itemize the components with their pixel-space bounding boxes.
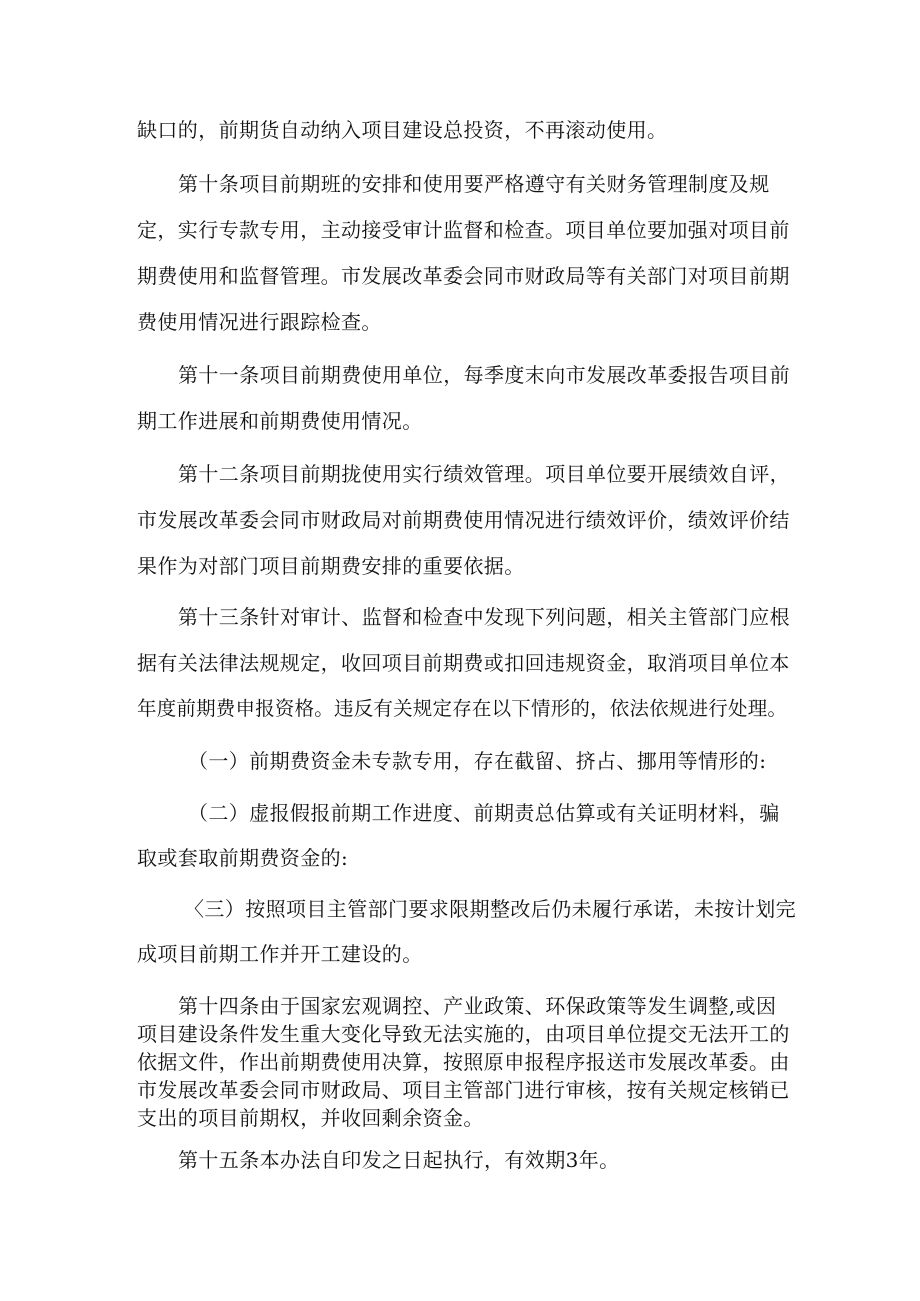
article-14-line: 支出的项目前期权，并收回剩余资金。 xyxy=(137,1106,484,1130)
item-1-line: （一）前期费资金未专款专用，存在截留、挤占、挪用等情形的: xyxy=(188,749,767,773)
article-12-line: 果作为对部门项目前期费安排的重要依据。 xyxy=(137,554,525,578)
item-2-line: 取或套取前期费资金的: xyxy=(137,846,349,870)
article-12-line: 市发展改革委会同市财政局对前期费使用情况进行绩效评价，绩效评价结 xyxy=(137,508,790,532)
article-10-line: 定，实行专款专用，主动接受审计监督和检查。项目单位要加强对项目前 xyxy=(137,218,790,242)
text-line: 缺口的，前期货自动纳入项目建设总投资，不再滚动使用。 xyxy=(137,118,668,142)
item-2-line: （二）虚报假报前期工作进度、前期责总估算或有关证明材料，骗 xyxy=(188,801,780,825)
article-13-line: 据有关法律法规规定，收回项目前期费或扣回违规资金，取消项目单位本 xyxy=(137,651,790,675)
article-15-line: 第十五条本办法自印发之日起执行，有效期3年。 xyxy=(178,1148,620,1172)
article-14-line: 依据文件，作出前期费使用决算，按照原申报程序报送市发展改革委。由 xyxy=(137,1050,790,1074)
article-12-line: 第十二条项目前期拢使用实行绩效管理。项目单位要开展绩效自评， xyxy=(178,462,790,486)
article-10-line: 第十条项目前期班的安排和使用要严格遵守有关财务管理制度及规 xyxy=(178,172,770,196)
item-3-line: 成项目前期工作并开工建设的。 xyxy=(137,942,423,966)
article-14-line: 项目建设条件发生重大变化导致无法实施的，由项目单位提交无法开工的 xyxy=(137,1022,790,1046)
article-13-line: 第十三条针对审计、监督和检查中发现下列问题，相关主管部门应根 xyxy=(178,605,790,629)
article-10-line: 费使用情况进行跟踪检查。 xyxy=(137,310,382,334)
article-11-line: 期工作进展和前期费使用情况。 xyxy=(137,409,423,433)
article-10-line: 期费使用和监督管理。市发展改革委会同市财政局等有关部门对项目前期 xyxy=(137,264,790,288)
article-14-line: 市发展改革委会同市财政局、项目主管部门进行审核，按有关规定核销已 xyxy=(137,1078,790,1102)
article-13-line: 年度前期费申报资格。违反有关规定存在以下情形的，依法依规进行处理。 xyxy=(137,697,788,720)
article-11-line: 第十一条项目前期费使用单位，每季度末向市发展改革委报告项目前 xyxy=(178,363,790,387)
article-14-line: 第十四条由于国家宏观调控、产业政策、环保政策等发生调整,或因 xyxy=(178,994,777,1018)
item-3-line: 〈三）按照项目主管部门要求限期整改后仍未履行承诺，未按计划完 xyxy=(184,897,796,921)
